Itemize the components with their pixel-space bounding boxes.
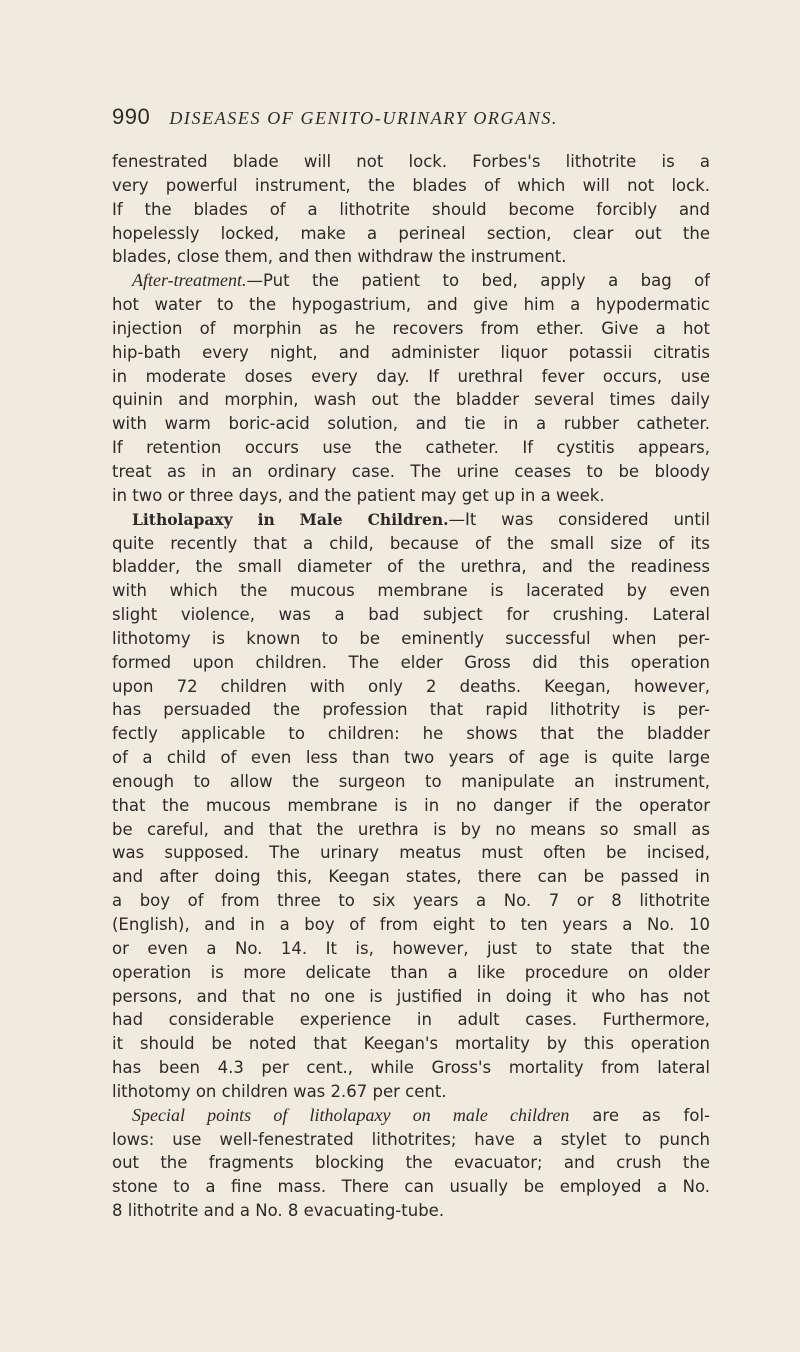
section-heading-litholapaxy: Litholapaxy in Male Children. — [132, 509, 449, 529]
text-line: very powerful instrument, the blades of which will not lock. — [112, 175, 710, 195]
text-line: blades, close them, and then withdraw the instrument. — [112, 247, 567, 267]
text-line: fenestrated blade will not lock. Forbes's lithotrite is a — [112, 152, 710, 171]
text-line: and after doing this, Keegan states, there can be passed in — [112, 867, 710, 887]
paragraph-start — [112, 508, 710, 532]
text-line: treat as in an ordinary case. The urine ceases to be bloody — [112, 461, 710, 481]
text-line: quite recently that a child, because of the small size of its — [112, 533, 710, 553]
paragraph-start — [112, 269, 710, 293]
text-line: of a child of even less than two years of age is quite large — [112, 748, 710, 768]
text-line: lows: use well-fenestrated lithotrites; have a stylet to punch — [112, 1129, 710, 1149]
text-line: hopelessly locked, make a perineal section, clear out the — [112, 223, 710, 243]
text-line: hip-bath every night, and administer liquor potassii citratis — [112, 342, 710, 362]
text-line: in two or three days, and the patient may get up in a week. — [112, 485, 605, 505]
text-run: —Put the patient to bed, apply a bag of — [246, 271, 710, 291]
text-line: a boy of from three to six years a No. 7 or 8 lithotrite — [112, 891, 710, 911]
text-line: enough to allow the surgeon to manipulate an instrument, — [112, 771, 710, 791]
text-line: had considerable experience in adult cases. Furthermore, — [112, 1010, 710, 1030]
running-head: DISEASES OF GENITO-URINARY ORGANS. — [169, 108, 559, 128]
text-line: If the blades of a lithotrite should become forcibly and — [112, 199, 710, 219]
text-line: (English), and in a boy of from eight to ten years a No. 10 — [112, 915, 710, 934]
text-line: or even a No. 14. It is, however, just to state that the — [112, 938, 710, 958]
paragraph-start — [112, 1104, 710, 1128]
text-line: hot water to the hypogastrium, and give him a hypodermatic — [112, 295, 710, 315]
text-line: with warm boric-acid solution, and tie in a rubber catheter. — [112, 414, 710, 434]
text-line: bladder, the small diameter of the urethra, and the readiness — [112, 557, 710, 577]
text-line: quinin and morphin, wash out the bladder several times daily — [112, 390, 710, 410]
text-line: If retention occurs use the catheter. If cystitis appears, — [112, 438, 710, 458]
text-line: formed upon children. The elder Gross did this operation — [112, 652, 710, 672]
text-line: has been 4.3 per cent., while Gross's mortality from lateral — [112, 1058, 710, 1078]
text-line: that the mucous membrane is in no danger if the operator — [112, 795, 710, 815]
text-line: fectly applicable to children: he shows that the bladder — [112, 724, 710, 744]
section-heading-special-points: Special points of litholapaxy on male children — [132, 1104, 570, 1125]
text-line: with which the mucous membrane is lacerated by even — [112, 581, 710, 601]
text-line: out the fragments blocking the evacuator; and crush the — [112, 1153, 710, 1173]
text-run: —It was considered until — [448, 509, 710, 529]
text-line: be careful, and that the urethra is by no means so small as — [112, 819, 710, 839]
section-heading-after-treatment: After-treatment. — [132, 270, 247, 291]
page-number: 990 — [112, 104, 151, 129]
text-line: has persuaded the profession that rapid lithotrity is per- — [112, 700, 710, 720]
text-line: operation is more delicate than a like procedure on older — [112, 962, 710, 982]
body-text — [112, 150, 710, 1223]
text-line: lithotomy on children was 2.67 per cent. — [112, 1081, 447, 1101]
text-line: lithotomy is known to be eminently successful when per- — [112, 628, 710, 648]
text-line: injection of morphin as he recovers from ether. Give a hot — [112, 318, 710, 338]
text-line: 8 lithotrite and a No. 8 evacuating-tube. — [112, 1201, 445, 1221]
page-header — [112, 104, 712, 132]
text-line: it should be noted that Keegan's mortality by this operation — [112, 1034, 710, 1054]
text-line: slight violence, was a bad subject for crushing. Lateral — [112, 605, 710, 625]
text-run: are as fol- — [569, 1105, 710, 1125]
text-line: in moderate doses every day. If urethral fever occurs, use — [112, 366, 710, 386]
text-line: persons, and that no one is justified in doing it who has not — [112, 986, 710, 1006]
text-line: was supposed. The urinary meatus must often be incised, — [112, 843, 710, 863]
text-line: upon 72 children with only 2 deaths. Keegan, however, — [112, 676, 710, 696]
text-line: stone to a fine mass. There can usually be employed a No. — [112, 1177, 710, 1197]
